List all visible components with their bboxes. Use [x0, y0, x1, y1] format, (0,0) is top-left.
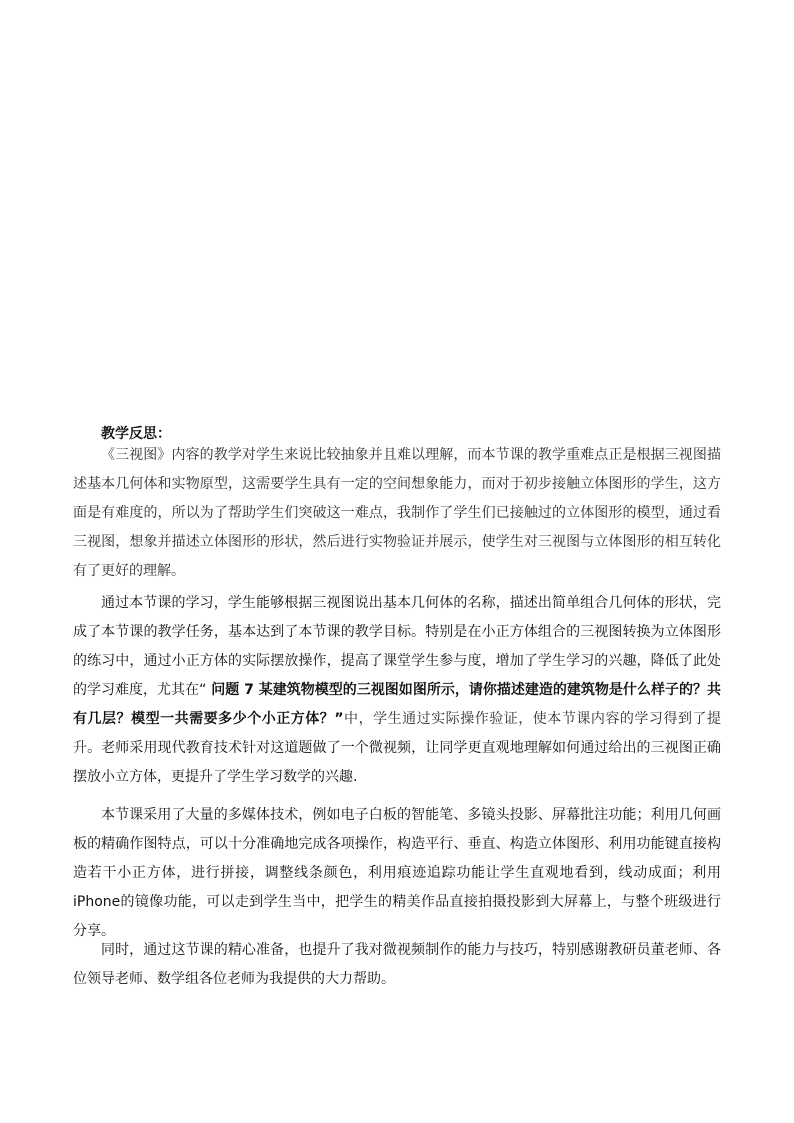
paragraph-4	[73, 936, 721, 994]
paragraph-3	[73, 801, 721, 946]
paragraph-4-text: 同时，通过这节课的精心准备，也提升了我对微视频制作的能力与技巧，特别感谢教研员董老师、各位领导老师、数学组各位老师为我提供的大力帮助。	[73, 942, 721, 987]
paragraph-1-text: 《三视图》内容的教学对学生来说比较抽象并且难以理解，而本节课的教学重难点正是根据三视图描述基本几何体和实物原型，这需要学生具有一定的空间想象能力，而对于初步接触立体图形的学生，这方面是有难度的，所以为了帮助学生们突破这一难点，我制作了学生们已接触过的立体图形的模型，通过看三视图，想象并描述立体图形的形状，然后进行实物验证并展示，使学生对三视图与立体图形的相互转化有了更好的理解。	[73, 447, 721, 579]
reflection-heading: 教学反思：	[101, 426, 171, 442]
paragraph-2-part-d: 。老师采用现代教育技术针对这道题做了一个微视频，让同学更直观地理解如何通过给出的三视图正确摆放小立方体，更提升了学生学习数学的兴趣.	[73, 740, 722, 785]
paragraph-2-part-a: 通过本节课的学习，学生能够根据三视图说出基本几何体的名称，描述出简单组合几何体的形状，完成了本节课的教学任务，基本达到了本节课的教学目标。特别是在小正方体组合的三视图转换为立体图形的练习中，通过小正方体的实际摆放操作，提高了课堂学生参与度，增加了学生学习的兴趣，降低了此处的学习难度，尤其在“	[73, 595, 721, 698]
paragraph-2-part-c: 中，学生通过实际操作验证，使本节课内容的学习得到了提升	[73, 711, 722, 756]
paragraph-1	[73, 441, 721, 586]
paragraph-3-text: 本节课采用了大量的多媒体技术，例如电子白板的智能笔、多镜头投影、屏幕批注功能；利用几何画板的精确作图特点，可以十分准确地完成各项操作，构造平行、垂直、构造立体图形、利用功能键直接构造若干小正方体，进行拼接，调整线条颜色，利用痕迹追踪功能让学生直观地看到，线动成面；利用iPhone的镜像功能，可以走到学生当中，把学生的精美作品直接拍摄投影到大屏幕上，与整个班级进行分享。	[73, 807, 721, 939]
paragraph-2	[73, 589, 721, 792]
paragraph-2-question: 问题 7 某建筑物模型的三视图如图所示，请你描述建造的建筑物是什么样子的？共有几层？模型一共需要多少个小正方体？”	[73, 682, 721, 727]
